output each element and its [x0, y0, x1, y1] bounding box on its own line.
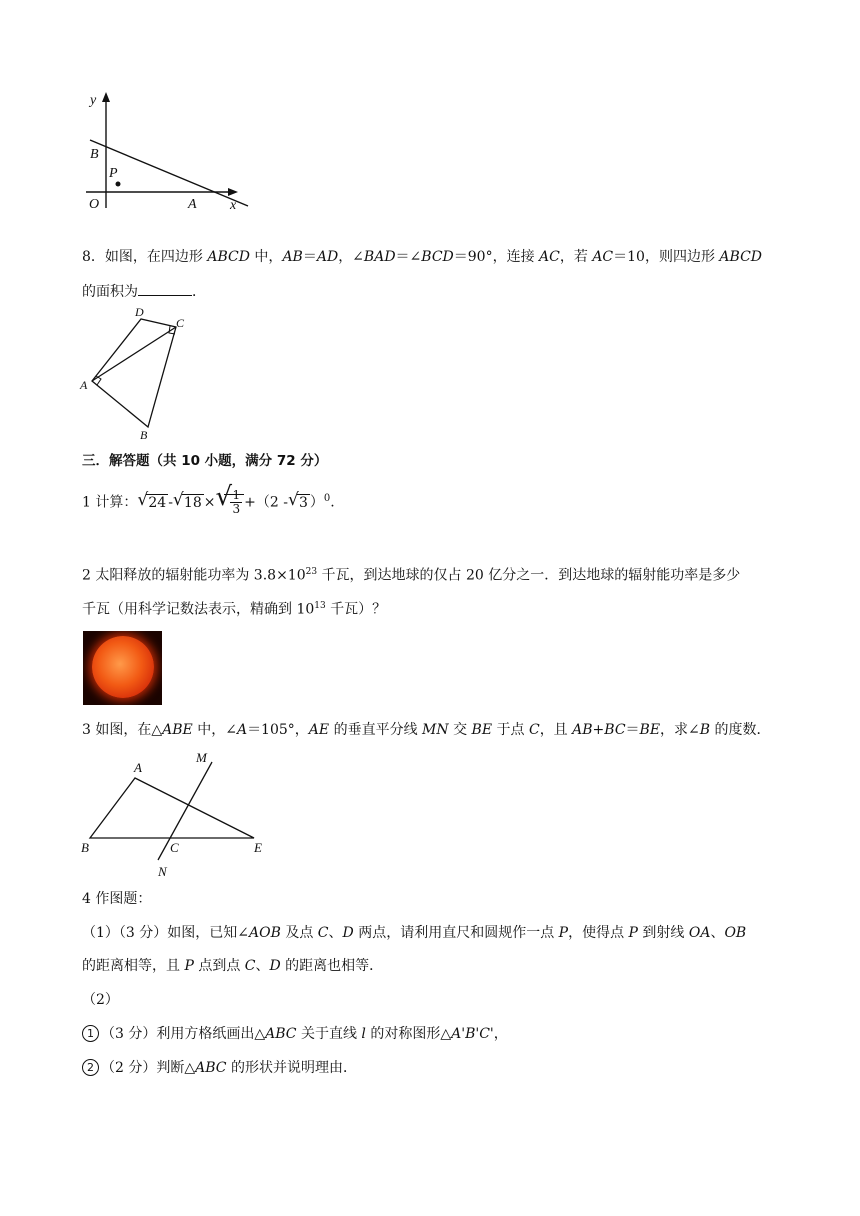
q8-line2: 的面积为 ．	[82, 281, 206, 302]
y-axis-arrow	[102, 92, 110, 102]
label-c: C	[170, 840, 179, 855]
q4-part1-line2: 的距离相等，且 P 点到点 C、D 的距离也相等．	[82, 958, 384, 974]
q3-line: 3 如图，在△ABE 中，∠A＝105°，AE 的垂直平分线 MN 交 BE 于点 C，且 AB+BC＝BE，求∠B 的度数．	[82, 722, 771, 738]
label-o: O	[89, 197, 100, 212]
point-p	[116, 182, 121, 187]
label-b: B	[140, 428, 148, 442]
q4-sub2: 2 （2 分）判断△ABC 的形状并说明理由．	[82, 1058, 357, 1078]
sqrt-one-third: √ $\frac{1}{3}$	[215, 488, 244, 518]
sqrt-24: √ 24	[137, 489, 167, 511]
q1-line: 1 计算： √ 24 - √ 18 × √ $\frac{1}{3}$ +（2 - √ 3 ）$^0$.	[82, 481, 335, 517]
triangle-abe	[90, 778, 254, 838]
x-axis-arrow	[228, 188, 238, 196]
q4-sub1: 1 （3 分）利用方格纸画出△ABC 关于直线 l 的对称图形△A'B'C'，	[82, 1024, 508, 1044]
label-d: D	[135, 305, 144, 319]
label-a: A	[134, 760, 142, 775]
coordinate-figure	[80, 88, 250, 218]
q2-line2: 千瓦（用科学记数法表示，精确到 $10^{13}$ 千瓦）？	[82, 601, 387, 618]
label-e: E	[254, 840, 262, 855]
label-a: A	[188, 197, 197, 212]
label-p: P	[109, 166, 118, 181]
label-a: A	[80, 378, 88, 392]
q4-part2: （2）	[82, 992, 119, 1008]
circled-number-1: 1	[82, 1025, 99, 1042]
section-title: 三．解答题（共 10 小题，满分 72 分）	[82, 453, 328, 469]
answer-blank	[138, 281, 192, 296]
quadrilateral-figure	[78, 303, 198, 443]
sun-image	[83, 631, 162, 705]
sqrt-3: √ 3	[287, 489, 308, 511]
q4-part1-line1: （1）（3 分）如图，已知∠AOB 及点 C、D 两点，请利用直尺和圆规作一点 P，使得点 P 到射线 OA、OB	[82, 925, 747, 941]
label-m: M	[196, 750, 207, 765]
triangle-figure	[78, 748, 278, 880]
sqrt-18: √ 18	[172, 489, 202, 511]
q4-title: 4 作图题：	[82, 891, 152, 907]
label-n: N	[158, 864, 167, 879]
label-x: x	[230, 198, 237, 213]
line-mn	[158, 762, 212, 860]
label-c: C	[176, 316, 185, 330]
q2-line1: 2 太阳释放的辐射能功率为 $3.8\times 10^{23}$ 千瓦，到达地球的仅占 20 亿分之一．到达地球的辐射能功率是多少	[82, 567, 741, 584]
q8-line1: 8．如图，在四边形 ABCD 中，AB＝AD，∠BAD＝∠BCD＝90°，连接 AC，若 AC＝10，则四边形 ABCD	[82, 249, 763, 265]
circled-number-2: 2	[82, 1059, 99, 1076]
label-b: B	[90, 147, 99, 162]
label-y: y	[90, 93, 97, 108]
label-b: B	[81, 840, 89, 855]
